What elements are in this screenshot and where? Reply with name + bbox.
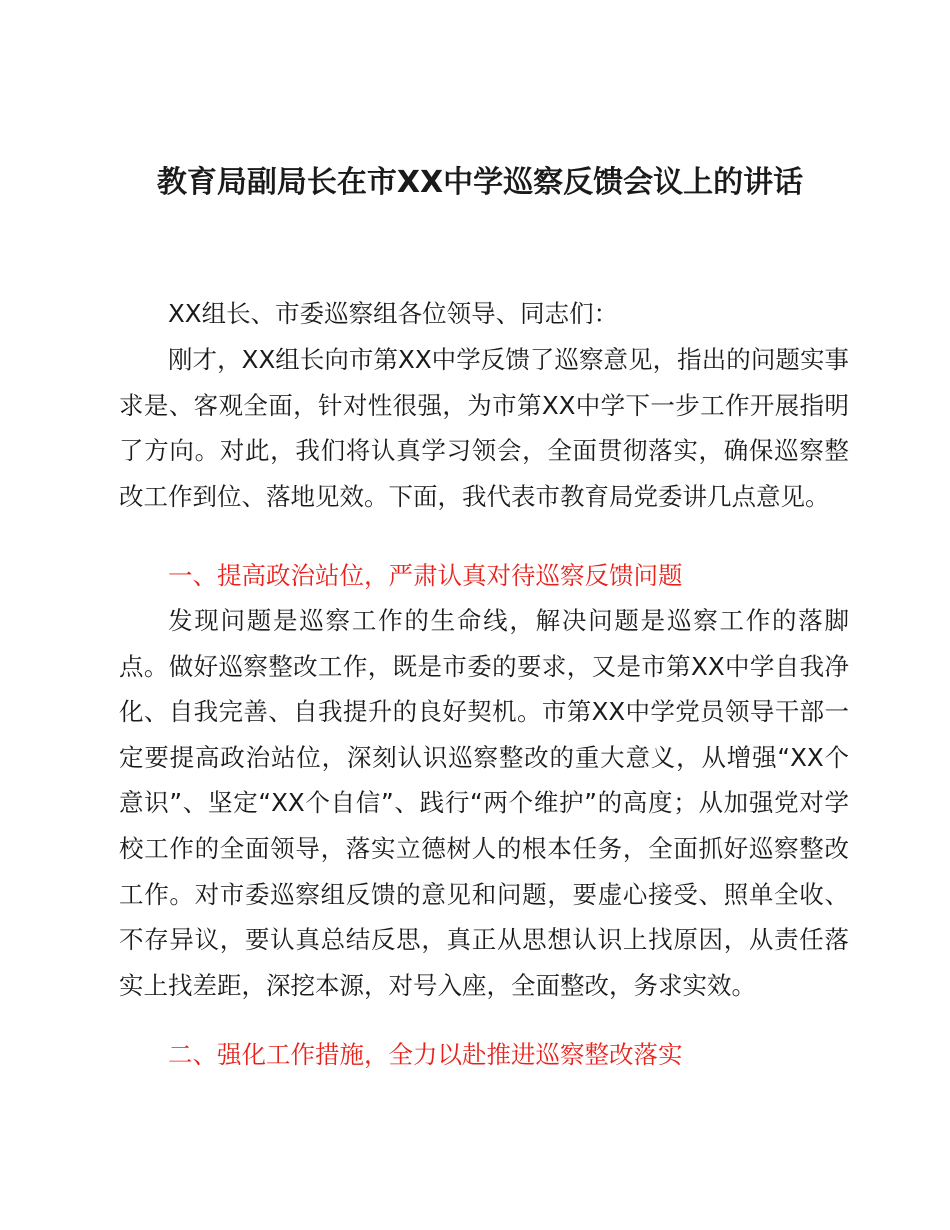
greeting-paragraph: XX组长、市委巡察组各位领导、同志们： <box>168 299 619 328</box>
section-heading-2: 二、强化工作措施，全力以赴推进巡察整改落实 <box>168 1040 683 1069</box>
section-1-paragraph: 发现问题是巡察工作的生命线，解决问题是巡察工作的落脚点。做好巡察整改工作，既是市委的要求，又是市第XX中学自我净化、自我完善、自我提升的良好契机。市第XX中学党员领导干部一定要提高政治站位，深刻认识巡察整改的重大意义，从增强“XX个意识”、坚定“XX个自信”、践行“两个维护”的高度；从加强党对学校工作的全面领导，落实立德树人的根本任务，全面抓好巡察整改工作。对市委巡察组反馈的意见和问题，要虚心接受、照单全收、不存异议，要认真总结反思，真正从思想认识上找原因，从责任落实上找差距，深挖本源，对号入座，全面整改，务求实效。 <box>119 606 849 1000</box>
intro-paragraph: 刚才，XX组长向市第XX中学反馈了巡察意见，指出的问题实事求是、客观全面，针对性很强，为市第XX中学下一步工作开展指明了方向。对此，我们将认真学习领会，全面贯彻落实，确保巡察整改工作到位、落地见效。下面，我代表市教育局党委讲几点意见。 <box>119 345 849 511</box>
section-heading-1: 一、提高政治站位，严肃认真对待巡察反馈问题 <box>168 561 683 590</box>
document-title: 教育局副局长在市XX中学巡察反馈会议上的讲话 <box>156 165 804 200</box>
